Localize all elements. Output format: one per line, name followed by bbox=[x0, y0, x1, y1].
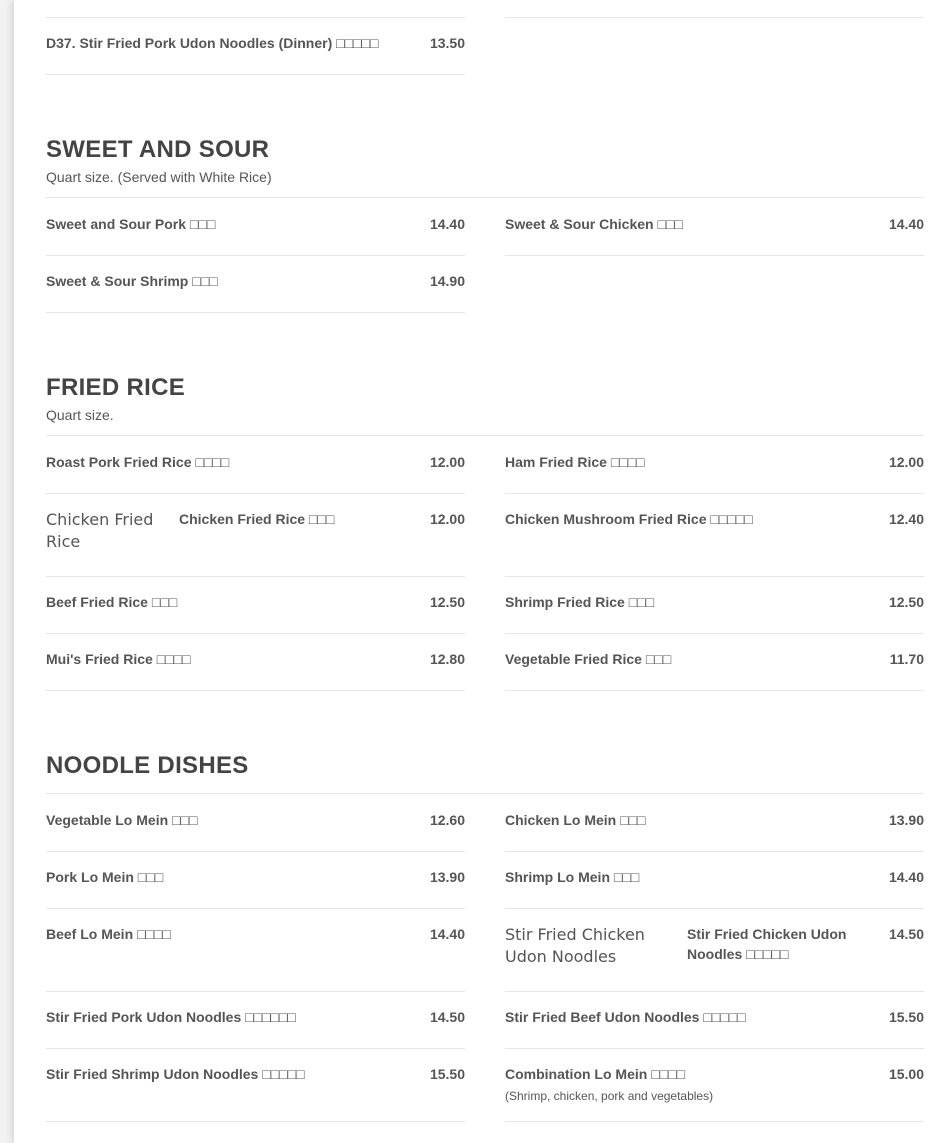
divider bbox=[46, 633, 465, 634]
divider bbox=[46, 576, 465, 577]
menu-item-name[interactable]: Vegetable Lo Mein □□□ bbox=[46, 812, 198, 828]
divider bbox=[46, 435, 924, 436]
divider bbox=[505, 255, 924, 256]
menu-item-name[interactable]: Sweet and Sour Pork □□□ bbox=[46, 216, 216, 232]
menu-item-price: 15.50 bbox=[888, 1009, 924, 1025]
menu-item-price: 13.50 bbox=[429, 35, 465, 51]
divider bbox=[46, 851, 465, 852]
menu-item-price: 12.00 bbox=[888, 454, 924, 470]
menu-item-name[interactable]: Combination Lo Mein □□□□ bbox=[505, 1066, 686, 1082]
menu-item-price: 14.50 bbox=[888, 926, 924, 942]
divider bbox=[505, 1048, 924, 1049]
menu-item-price: 11.70 bbox=[889, 651, 924, 667]
divider bbox=[46, 908, 465, 909]
divider bbox=[505, 991, 924, 992]
section-title: FRIED RICE bbox=[46, 374, 186, 401]
section-subtitle: Quart size. bbox=[46, 407, 114, 423]
divider bbox=[46, 1121, 465, 1122]
menu-item-name[interactable]: Stir Fried Chicken Udon Noodles □□□□□ bbox=[687, 926, 847, 962]
menu-item-name[interactable]: Stir Fried Pork Udon Noodles □□□□□□ bbox=[46, 1009, 296, 1025]
section-subtitle: Quart size. (Served with White Rice) bbox=[46, 169, 272, 185]
divider bbox=[46, 493, 465, 494]
menu-item-price: 12.60 bbox=[429, 812, 465, 828]
menu-item-price: 12.80 bbox=[429, 651, 465, 667]
menu-item-price: 12.50 bbox=[429, 594, 465, 610]
menu-item-price: 12.40 bbox=[888, 511, 924, 527]
menu-item-note: (Shrimp, chicken, pork and vegetables) bbox=[505, 1089, 714, 1103]
item-image[interactable]: Stir Fried Chicken Udon Noodles bbox=[505, 925, 645, 966]
menu-item-name[interactable]: Pork Lo Mein □□□ bbox=[46, 869, 164, 885]
menu-item-price: 14.40 bbox=[888, 869, 924, 885]
menu-item-price: 13.90 bbox=[888, 812, 924, 828]
divider bbox=[46, 1048, 465, 1049]
divider bbox=[505, 633, 924, 634]
menu-item-name[interactable]: Beef Lo Mein □□□□ bbox=[46, 926, 171, 942]
divider bbox=[46, 255, 465, 256]
divider bbox=[505, 493, 924, 494]
menu-item-name[interactable]: Chicken Fried Rice □□□ bbox=[179, 511, 335, 527]
divider bbox=[505, 690, 924, 691]
menu-item-name[interactable]: Beef Fried Rice □□□ bbox=[46, 594, 178, 610]
menu-item-price: 14.90 bbox=[429, 273, 465, 289]
menu-item-price: 14.40 bbox=[429, 216, 465, 232]
menu-item-price: 13.90 bbox=[429, 869, 465, 885]
menu-item-name[interactable]: Stir Fried Beef Udon Noodles □□□□□ bbox=[505, 1009, 746, 1025]
menu-item-name[interactable]: Roast Pork Fried Rice □□□□ bbox=[46, 454, 230, 470]
item-image[interactable]: Chicken Fried Rice bbox=[46, 510, 154, 551]
divider bbox=[46, 17, 465, 18]
menu-item-name[interactable]: Mui's Fried Rice □□□□ bbox=[46, 651, 191, 667]
divider bbox=[505, 851, 924, 852]
divider bbox=[505, 17, 924, 18]
menu-item-price: 14.40 bbox=[888, 216, 924, 232]
menu-item-price: 12.50 bbox=[888, 594, 924, 610]
divider bbox=[46, 793, 924, 794]
menu-item-price: 15.00 bbox=[888, 1066, 924, 1082]
menu-item-name[interactable]: Vegetable Fried Rice □□□ bbox=[505, 651, 672, 667]
divider bbox=[46, 312, 465, 313]
menu-item-name[interactable]: D37. Stir Fried Pork Udon Noodles (Dinner) □□□□□ bbox=[46, 35, 379, 51]
menu-item-price: 14.50 bbox=[429, 1009, 465, 1025]
divider bbox=[46, 74, 465, 75]
menu-item-name[interactable]: Shrimp Lo Mein □□□ bbox=[505, 869, 640, 885]
divider bbox=[46, 197, 924, 198]
menu-item-name[interactable]: Stir Fried Shrimp Udon Noodles □□□□□ bbox=[46, 1066, 305, 1082]
menu-item-name[interactable]: Sweet & Sour Chicken □□□ bbox=[505, 216, 683, 232]
menu-item-name[interactable]: Chicken Mushroom Fried Rice □□□□□ bbox=[505, 511, 753, 527]
menu-item-price: 15.50 bbox=[429, 1066, 465, 1082]
menu-item-name[interactable]: Shrimp Fried Rice □□□ bbox=[505, 594, 655, 610]
divider bbox=[46, 690, 465, 691]
menu-item-price: 12.00 bbox=[429, 454, 465, 470]
divider bbox=[46, 991, 465, 992]
menu-item-price: 12.00 bbox=[429, 511, 465, 527]
menu-item-name[interactable]: Chicken Lo Mein □□□ bbox=[505, 812, 646, 828]
section-title: SWEET AND SOUR bbox=[46, 136, 270, 163]
menu-item-name[interactable]: Ham Fried Rice □□□□ bbox=[505, 454, 645, 470]
divider bbox=[505, 1121, 924, 1122]
divider bbox=[505, 576, 924, 577]
menu-item-price: 14.40 bbox=[429, 926, 465, 942]
divider bbox=[505, 908, 924, 909]
section-title: NOODLE DISHES bbox=[46, 752, 249, 779]
menu-item-name[interactable]: Sweet & Sour Shrimp □□□ bbox=[46, 273, 218, 289]
